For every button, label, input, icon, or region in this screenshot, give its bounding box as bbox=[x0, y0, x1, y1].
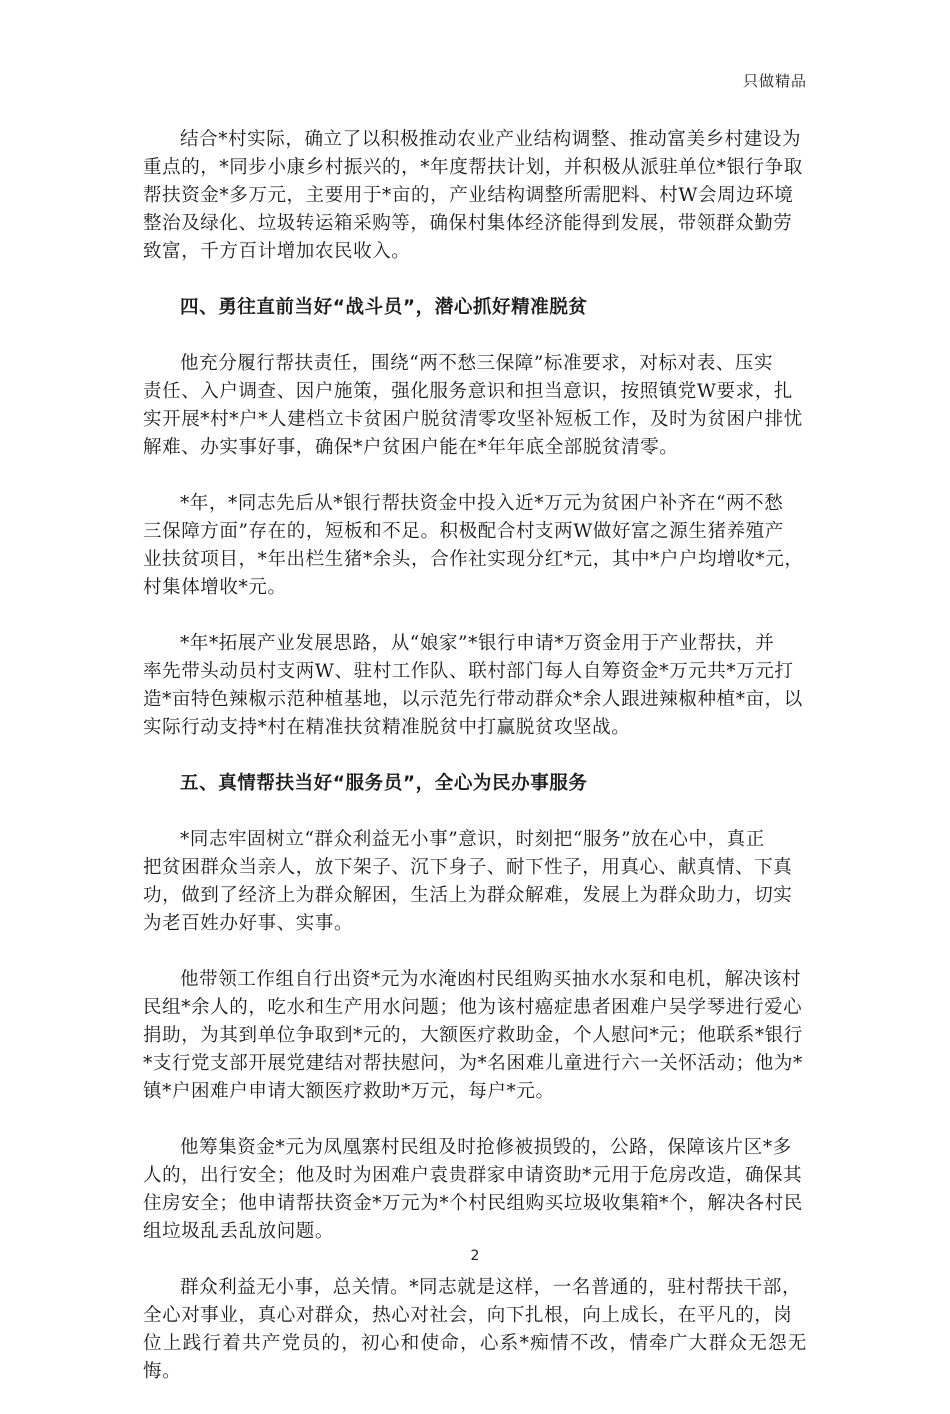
header-note: 只做精品 bbox=[742, 72, 807, 90]
document-body bbox=[143, 126, 807, 1414]
paragraph-7: 他筹集资金*元为凤凰寨村民组及时抢修被损毁的，公路，保障该片区*多 人的，出行安全；他及时为困难户袁贵群家申请资助*元用于危房改造，确保其 住房安全；他申请帮扶资金*万元为*个村民组购买垃圾收集箱*个，解决各村民 组垃圾乱丢乱放问题。 bbox=[143, 1137, 803, 1242]
section-heading-5: 五、真情帮扶当好“服务员”，全心为民办事服务 bbox=[180, 773, 588, 794]
page-number: 2 bbox=[470, 1248, 480, 1264]
paragraph-2: 他充分履行帮扶责任，围绕“两不愁三保障”标准要求，对标对表、压实 责任、入户调查、因户施策，强化服务意识和担当意识，按照镇党W要求，扎 实开展*村*户*人建档立卡贫困户脱贫清零攻坚补短板工作，及时为贫困户排忧 解难、办实事好事，确保*户贫困户能在*年年底全部脱贫清零。 bbox=[143, 353, 803, 458]
paragraph-3: *年，*同志先后从*银行帮扶资金中投入近*万元为贫困户补齐在“两不愁 三保障方面”存在的，短板和不足。积极配合村支两W做好富之源生猪养殖产 业扶贫项目，*年出栏生猪*余头，合作社实现分红*元，其中*户户均增收*元， 村集体增收*元。 bbox=[143, 493, 804, 598]
paragraph-4: *年*拓展产业发展思路，从“娘家”*银行申请*万资金用于产业帮扶，并 率先带头动员村支两W、驻村工作队、联村部门每人自筹资金*万元共*万元打 造*亩特色辣椒示范种植基地，以示范先行带动群众*余人跟进辣椒种植*亩，以 实际行动支持*村在精准扶贫精准脱贫中打赢脱贫攻坚战。 bbox=[143, 633, 803, 738]
section-heading-4: 四、勇往直前当好“战斗员”，潜心抓好精准脱贫 bbox=[180, 297, 588, 318]
paragraph-6: 他带领工作组自行出资*元为水淹凼村民组购买抽水水泵和电机，解决该村 民组*余人的，吃水和生产用水问题；他为该村癌症患者困难户吴学琴进行爱心 捐助，为其到单位争取到*元的，大额医疗救助金，个人慰问*元；他联系*银行 *支行党支部开展党建结对帮扶慰问，为*名困难儿童进行六一关怀活动；他为* 镇*户困难户申请大额医疗救助*万元，每户*元。 bbox=[143, 969, 803, 1102]
paragraph-1: 结合*村实际，确立了以积极推动农业产业结构调整、推动富美乡村建设为 重点的，*同步小康乡村振兴的，*年度帮扶计划，并积极从派驻单位*银行争取 帮扶资金*多万元，主要用于*亩的，产业结构调整所需肥料、村W会周边环境 整治及绿化、垃圾转运箱采购等，确保村集体经济能得到发展，带领群众勤劳 致富，千方百计增加农民收入。 bbox=[143, 129, 803, 262]
paragraph-8: 群众利益无小事，总关情。*同志就是这样，一名普通的，驻村帮扶干部， 全心对事业，真心对群众，热心对社会，向下扎根，向上成长，在平凡的，岗 位上践行着共产党员的，初心和使命，心系*痴情不改，情牵广大群众无怨无悔。 bbox=[143, 1277, 807, 1382]
paragraph-5: *同志牢固树立“群众利益无小事”意识，时刻把“服务”放在心中，真正 把贫困群众当亲人，放下架子、沉下身子、耐下性子，用真心、献真情、下真 功，做到了经济上为群众解困，生活上为群众解难，发展上为群众助力，切实 为老百姓办好事、实事。 bbox=[143, 829, 793, 934]
